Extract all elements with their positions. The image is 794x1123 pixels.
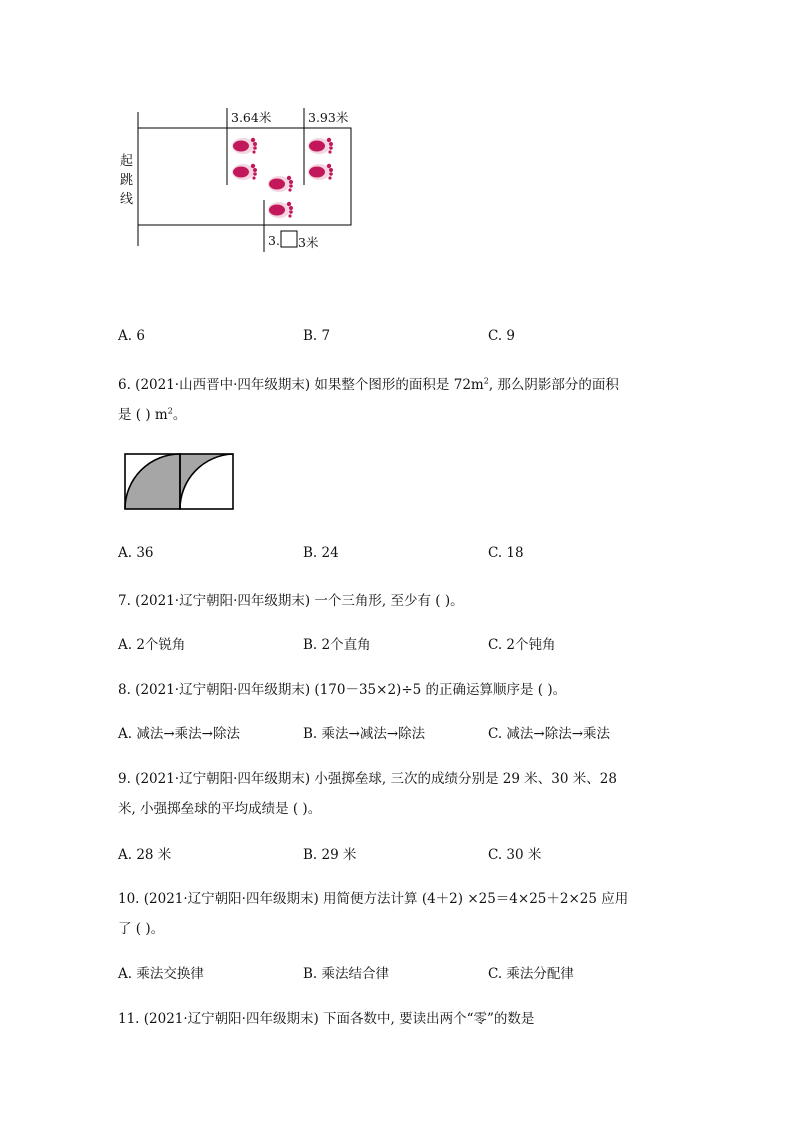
q6-text-cont: , 那么阴影部分的面积 — [488, 377, 619, 393]
shaded-area-figure — [123, 452, 235, 512]
q7-option-b: B. 2个直角 — [303, 637, 371, 653]
blank-digit-box — [281, 231, 297, 247]
q6-text-line2: 是 ( ) m — [118, 407, 168, 423]
footprints-icon — [268, 176, 293, 218]
q6-superscript-2: 2 — [167, 406, 173, 416]
side-label-char: 跳 — [120, 173, 134, 188]
q8-option-b: B. 乘法→减法→除法 — [303, 726, 426, 742]
q10-option-a: A. 乘法交换律 — [118, 966, 204, 982]
q11-line1: 11. (2021·辽宁朝阳·四年级期末) 下面各数中, 要读出两个“零”的数是 — [118, 1011, 535, 1027]
long-jump-figure — [115, 100, 365, 260]
q6-line1 — [118, 373, 619, 393]
q9-option-b: B. 29 米 — [303, 847, 357, 863]
q6-text-line2-end: 。 — [172, 407, 187, 423]
shaded-area-diagram — [123, 452, 235, 512]
q10-line2: 了 ( )。 — [118, 921, 165, 937]
q10-option-b: B. 乘法结合律 — [303, 966, 390, 982]
q7-text: 7. (2021·辽宁朝阳·四年级期末) 一个三角形, 至少有 ( )。 — [118, 593, 464, 609]
distance-label-bottom-suffix: 3米 — [298, 235, 319, 250]
q10-line1: 10. (2021·辽宁朝阳·四年级期末) 用简便方法计算 (4＋2) ×25＝4×25＋2×25 应用 — [118, 891, 629, 907]
q7-option-a: A. 2个锐角 — [118, 637, 186, 653]
q8-option-c: C. 减法→除法→乘法 — [488, 726, 611, 742]
shaded-region-left — [125, 454, 180, 509]
q8-text: 8. (2021·辽宁朝阳·四年级期末) (170－35×2)÷5 的正确运算顺序是 ( )。 — [118, 682, 567, 698]
distance-label-right: 3.93米 — [308, 110, 349, 125]
distance-label-bottom-prefix: 3. — [268, 233, 280, 248]
q6-line2 — [118, 403, 186, 423]
footprints-icon — [232, 138, 257, 180]
q9-option-a: A. 28 米 — [118, 847, 172, 863]
q6-superscript: 2 — [483, 376, 489, 386]
q9-option-c: C. 30 米 — [488, 847, 542, 863]
q8-option-a: A. 减法→乘法→除法 — [118, 726, 240, 742]
q9-line2: 米, 小强掷垒球的平均成绩是 ( )。 — [118, 801, 322, 817]
takeoff-line-label — [120, 152, 133, 209]
side-label-char: 起 — [120, 154, 134, 169]
q6-option-a: A. 36 — [118, 545, 154, 561]
footprints-icon — [308, 138, 333, 180]
q10-option-c: C. 乘法分配律 — [488, 966, 574, 982]
q5-option-a: A. 6 — [118, 328, 145, 344]
q6-option-c: C. 18 — [488, 545, 524, 561]
q5-option-c: C. 9 — [488, 328, 516, 344]
side-label-char: 线 — [120, 192, 134, 207]
q6-text: 6. (2021·山西晋中·四年级期末) 如果整个图形的面积是 72m — [118, 377, 484, 393]
q6-option-b: B. 24 — [303, 545, 339, 561]
q9-line1: 9. (2021·辽宁朝阳·四年级期末) 小强掷垒球, 三次的成绩分别是 29 米、30 米、28 — [118, 771, 617, 787]
q7-option-c: C. 2个钝角 — [488, 637, 556, 653]
q5-option-b: B. 7 — [303, 328, 331, 344]
distance-label-left: 3.64米 — [231, 110, 272, 125]
